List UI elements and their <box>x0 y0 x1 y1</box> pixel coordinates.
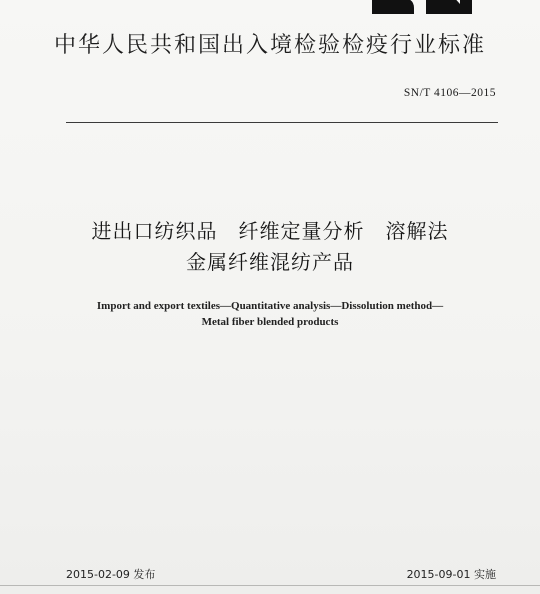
implementation-date: 2015-09-01 实施 <box>406 568 496 581</box>
english-title-line-2: Metal fiber blended products <box>201 316 339 328</box>
english-title-line-1: Import and export textiles—Quantitative analysis—Dissolution method— <box>96 300 444 312</box>
english-title <box>0 298 540 330</box>
chinese-title-line-1: 进出口纺织品 纤维定量分析 溶解法 <box>91 219 449 243</box>
standard-number: SN/T 4106—2015 <box>403 87 496 99</box>
chinese-title <box>0 216 540 278</box>
issue-date: 2015-02-09 发布 <box>66 568 156 581</box>
sn-logo <box>368 0 478 14</box>
chinese-title-line-2: 金属纤维混纺产品 <box>186 250 354 274</box>
issuing-organization: 中华人民共和国出入境检验检疫行业标准 <box>53 33 486 58</box>
footer-edge <box>0 585 540 586</box>
header-divider <box>66 122 498 123</box>
